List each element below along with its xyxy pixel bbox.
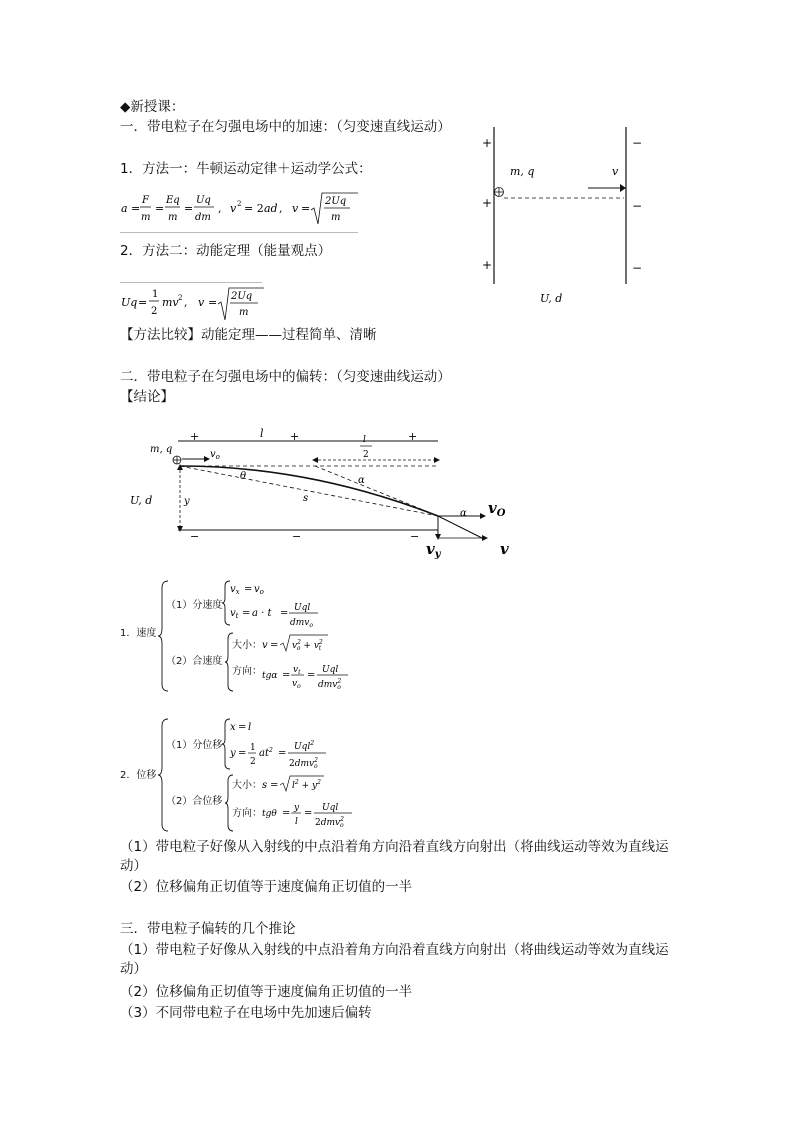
- svg-text:Uql2: Uql$^2$: [294, 740, 315, 752]
- svg-text:l: l: [295, 817, 298, 827]
- deflection-figure: [120, 420, 520, 570]
- method2-label: 2．方法二：动能定理（能量观点）: [120, 243, 332, 259]
- mass-charge-label: m, q: [150, 444, 173, 455]
- method-compare-tag: 【方法比较】: [120, 327, 201, 343]
- conclusion-tag: 【结论】: [120, 389, 174, 405]
- svg-text:v: v: [198, 296, 205, 309]
- svg-text:=: =: [280, 608, 289, 619]
- svg-text:y: y: [294, 803, 300, 813]
- resultant-displacement-label: （2）合位移: [166, 796, 223, 807]
- plates-figure-1: [474, 122, 654, 317]
- svg-text:Uql: Uql: [294, 603, 311, 613]
- svg-text:= 2: = 2: [244, 202, 264, 215]
- svg-text:=: =: [138, 296, 148, 309]
- svg-text:2: 2: [178, 294, 183, 302]
- svg-text:l2 + y2: $l^2 + y^2$: [292, 779, 321, 791]
- voltage-distance-label: U, d: [130, 494, 153, 507]
- component-velocity-formula: [228, 580, 328, 632]
- svg-text:2: 2: [250, 757, 256, 767]
- svg-text:dm: dm: [195, 212, 211, 223]
- svg-text:v: v: [262, 640, 268, 651]
- plus-sign: +: [482, 258, 493, 272]
- velocity-label: v: [612, 165, 619, 178]
- svg-text:1: 1: [250, 743, 256, 753]
- svg-text:=: =: [184, 202, 194, 215]
- method-compare: [120, 326, 377, 345]
- alpha-label: α: [358, 475, 365, 486]
- theta-label: θ: [240, 471, 247, 482]
- resultant-velocity-label: （2）合速度: [166, 656, 223, 667]
- svg-text:m: m: [141, 212, 151, 223]
- section1-title: 一．带电粒子在匀强电场中的加速：（匀变速直线运动）: [120, 119, 451, 135]
- svg-text:Uq: Uq: [196, 195, 211, 206]
- svg-text:vo: $v_o$: [292, 679, 301, 690]
- plate-length-label: l: [260, 427, 264, 440]
- svg-text:,: ,: [184, 296, 188, 309]
- svg-text:,: ,: [279, 202, 283, 215]
- new-lesson-heading: ◆新授课：: [120, 99, 185, 115]
- svg-text:m: m: [239, 307, 249, 318]
- svg-text:=: =: [238, 722, 247, 733]
- svg-text:x: x: [230, 722, 236, 733]
- svg-text:=: =: [282, 808, 291, 819]
- svg-text:=: =: [304, 808, 313, 819]
- svg-text:Uql: Uql: [322, 803, 339, 813]
- svg-text:dmv2o: dmv$^2$ o: [318, 678, 342, 691]
- inference-item: （2）位移偏角正切值等于速度偏角正切值的一半: [120, 984, 413, 1000]
- mass-charge-label: m, q: [510, 165, 535, 178]
- displacement-tree: [118, 716, 378, 834]
- svg-text:2: 2: [151, 306, 158, 317]
- svg-text:ad: ad: [264, 202, 278, 215]
- svg-text:2dmv2o: 2dmv$^2$ o: [315, 816, 344, 829]
- speed-tree: [118, 578, 378, 696]
- svg-text:=: =: [282, 670, 291, 681]
- energy-formula: [118, 284, 268, 326]
- svg-text:a · t: a · t: [252, 608, 272, 619]
- svg-text:=: =: [238, 748, 247, 759]
- svg-text:m: m: [331, 212, 341, 223]
- svg-text:=: =: [270, 780, 279, 791]
- svg-text:,: ,: [218, 202, 222, 215]
- svg-text:=: =: [155, 202, 165, 215]
- note-item: （1）带电粒子好像从入射线的中点沿着角方向沿着直线方向射出（将曲线运动等效为直线运动）: [120, 839, 669, 874]
- svg-text:1: 1: [152, 289, 159, 300]
- svg-text:Eq: Eq: [166, 195, 180, 206]
- svg-text:=: =: [244, 584, 253, 595]
- svg-text:2: 2: [363, 450, 369, 460]
- method1-label: 1．方法一：牛顿运动定律＋运动学公式：: [120, 161, 372, 177]
- plus-sign: +: [190, 430, 200, 443]
- svg-text:=: =: [242, 608, 251, 619]
- svg-text:mv: mv: [162, 296, 179, 309]
- svg-text:l: l: [248, 722, 252, 733]
- svg-text:Uq: Uq: [121, 296, 138, 309]
- method-compare-text: 动能定理——过程简单、清晰: [201, 327, 377, 343]
- inference-item: （1）带电粒子好像从入射线的中点沿着角方向沿着直线方向射出（将曲线运动等效为直线运动）: [120, 942, 669, 977]
- plus-sign: +: [408, 430, 418, 443]
- note-item: （2）位移偏角正切值等于速度偏角正切值的一半: [120, 879, 413, 895]
- divider: [120, 282, 262, 283]
- svg-text:2Uq: 2Uq: [231, 291, 253, 302]
- section2-title: 二．带电粒子在匀强电场中的偏转：（匀变速曲线运动）: [120, 369, 451, 385]
- svg-text:v: v: [230, 202, 237, 215]
- direction-label: 方向：: [232, 808, 262, 819]
- resultant-velocity-formula: [260, 632, 360, 692]
- plus-sign: +: [482, 136, 493, 150]
- component-displacement-formula: [228, 718, 338, 774]
- exit-vy-label: $v_y$: [426, 540, 441, 560]
- svg-text:tgθ: tgθ: [262, 809, 277, 819]
- svg-text:=: =: [307, 670, 316, 681]
- svg-text:=: =: [270, 640, 279, 651]
- svg-text:dmvo: dmv$_o$: [290, 618, 314, 629]
- svg-text:s: s: [262, 780, 268, 791]
- svg-text:=: =: [301, 202, 311, 215]
- magnitude-label: 大小：: [232, 640, 262, 651]
- exit-vo-label: $v_O$: [488, 499, 506, 519]
- svg-text:2: 2: [237, 200, 242, 208]
- minus-sign: −: [410, 530, 420, 543]
- inference-item: （3）不同带电粒子在电场中先加速后偏转: [120, 1005, 372, 1021]
- svg-text:vx: $v_x$: [230, 584, 240, 596]
- displacement-label: 2．位移: [120, 770, 157, 781]
- minus-sign: −: [632, 199, 643, 213]
- svg-text:Uql: Uql: [322, 665, 339, 675]
- svg-text:=: =: [278, 748, 287, 759]
- minus-sign: −: [292, 530, 302, 543]
- svg-text:y: y: [230, 748, 236, 759]
- exit-v-label: v: [500, 540, 509, 558]
- acceleration-formula: [118, 186, 368, 230]
- svg-text:a: a: [121, 202, 128, 215]
- svg-text:tgα: tgα: [262, 671, 278, 681]
- minus-sign: −: [632, 261, 643, 275]
- exit-alpha-label: α: [460, 508, 467, 519]
- plus-sign: +: [482, 196, 493, 210]
- initial-velocity-label: $v_o$: [210, 449, 220, 461]
- svg-text:F: F: [142, 195, 149, 206]
- resultant-displacement-formula: [260, 774, 360, 834]
- magnitude-label: 大小：: [232, 780, 262, 791]
- divider: [120, 232, 358, 233]
- svg-text:2dmv2o: 2dmv$^2$ o: [289, 757, 318, 770]
- svg-text:=: =: [131, 202, 141, 215]
- plus-sign: +: [290, 430, 300, 443]
- minus-sign: −: [190, 530, 200, 543]
- voltage-distance-label: U, d: [540, 292, 563, 305]
- half-length-label: l: [363, 435, 366, 445]
- displacement-label: s: [303, 493, 309, 504]
- direction-label: 方向：: [232, 666, 262, 677]
- deflection-y-label: y: [184, 496, 190, 507]
- svg-text:v: v: [292, 202, 299, 215]
- svg-text:2Uq: 2Uq: [325, 196, 347, 207]
- svg-text:=: =: [208, 296, 218, 309]
- svg-text:v2o + v2t: $v^2$ $o + v^2$ t: [292, 639, 323, 652]
- component-velocity-label: （1）分速度: [166, 600, 223, 611]
- svg-text:vt: $v_t$: [230, 608, 239, 620]
- section3-title: 三．带电粒子偏转的几个推论: [120, 921, 296, 937]
- speed-label: 1．速度: [120, 628, 157, 639]
- svg-text:m: m: [168, 212, 178, 223]
- svg-text:vt: $v_t$: [293, 665, 301, 676]
- svg-text:vo: $v_o$: [254, 584, 264, 596]
- minus-sign: −: [632, 136, 643, 150]
- component-displacement-label: （1）分位移: [166, 740, 223, 751]
- svg-text:at2: $at^2$: [259, 747, 273, 759]
